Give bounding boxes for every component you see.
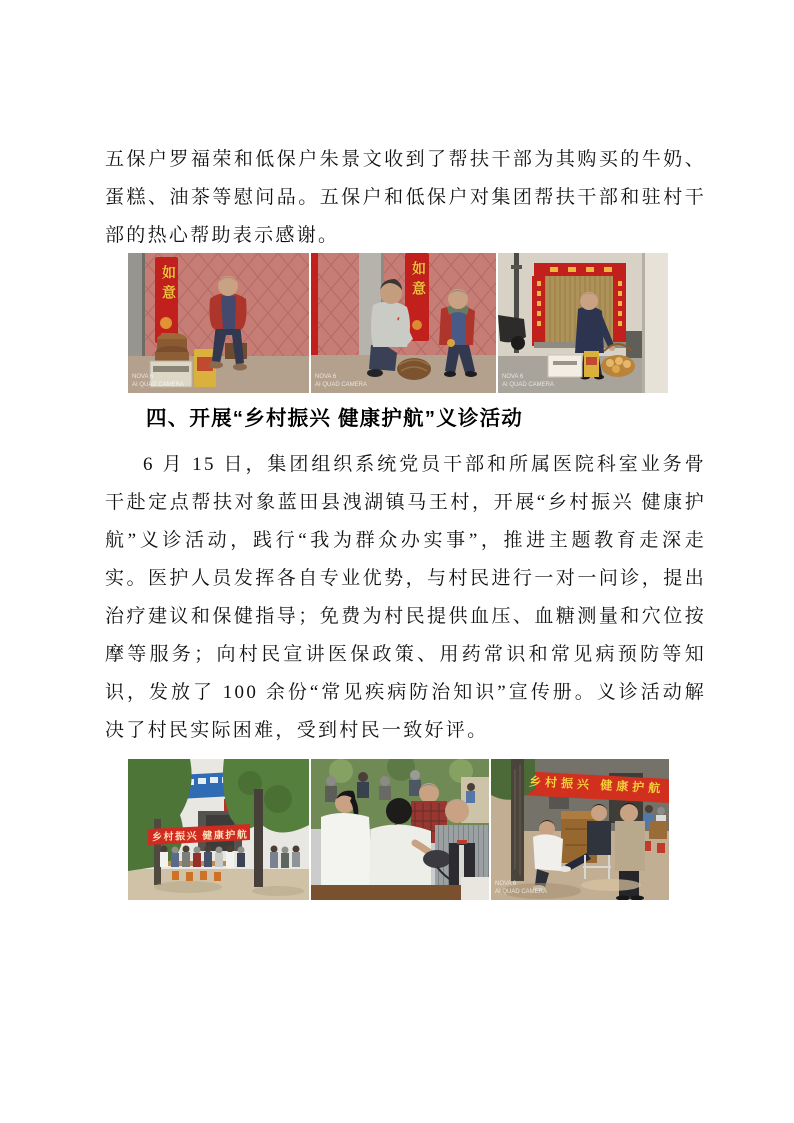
banner-text: 乡村振兴 健康护航 bbox=[528, 774, 665, 796]
banner-text: 乡村振兴 健康护航 bbox=[151, 829, 249, 844]
camera-watermark bbox=[495, 881, 547, 896]
photo-illustration bbox=[498, 253, 668, 393]
photo-outdoor-clinic-banner bbox=[491, 759, 669, 900]
watermark-line: NOVA 6 bbox=[495, 881, 517, 887]
photo-elder-with-gifts bbox=[128, 253, 309, 393]
photo-illustration bbox=[311, 759, 489, 900]
photo-strip-top bbox=[128, 253, 668, 393]
couplet-text: 如意 bbox=[410, 261, 425, 301]
watermark-line: NOVA 6 bbox=[502, 374, 524, 380]
photo-cadre-visiting-elder bbox=[311, 253, 496, 393]
photo-strip-bottom bbox=[128, 759, 669, 900]
paragraph-clinic-activity: 6 月 15 日，集团组织系统党员干部和所属医院科室业务骨干赴定点帮扶对象蓝田县洩湖镇马王村，开展“乡村振兴 健康护航”义诊活动，践行“我为群众办实事”，推进主题教育走深走实。医护人员发挥各自专业优势，与村民进行一对一问诊，提出治疗建议和保健指导；免费为村民提供血压、血糖测量和穴位按摩等服务；向村民宣讲医保政策、用药常识和常见病预防等知识，发放了 100 余份“常见疾病防治知识”宣传册。义诊活动解决了村民实际困难，受到村民一致好评。 bbox=[105, 454, 706, 741]
photo-illustration bbox=[128, 253, 309, 393]
camera-watermark bbox=[132, 374, 184, 389]
photo-illustration bbox=[311, 253, 496, 393]
watermark-line: AI QUAD CAMERA bbox=[502, 381, 555, 388]
camera-watermark bbox=[315, 374, 367, 389]
photo-elder-at-door-with-baskets bbox=[498, 253, 668, 393]
paragraph-condolence-gifts: 五保户罗福荣和低保户朱景文收到了帮扶干部为其购买的牛奶、蛋糕、油茶等慰问品。五保户和低保户对集团帮扶干部和驻村干部的热心帮助表示感谢。 bbox=[105, 149, 706, 246]
photo-blood-pressure-check bbox=[311, 759, 489, 900]
couplet-text: 如意 bbox=[160, 265, 175, 305]
watermark-line: NOVA 6 bbox=[132, 374, 154, 380]
photo-clinic-crowd-scene bbox=[128, 759, 309, 900]
watermark-line: AI QUAD CAMERA bbox=[132, 381, 185, 388]
section-heading: 四、开展“乡村振兴 健康护航”义诊活动 bbox=[146, 407, 523, 430]
watermark-line: AI QUAD CAMERA bbox=[315, 381, 368, 388]
camera-watermark bbox=[502, 374, 554, 389]
watermark-line: AI QUAD CAMERA bbox=[495, 888, 548, 895]
watermark-line: NOVA 6 bbox=[315, 374, 337, 380]
